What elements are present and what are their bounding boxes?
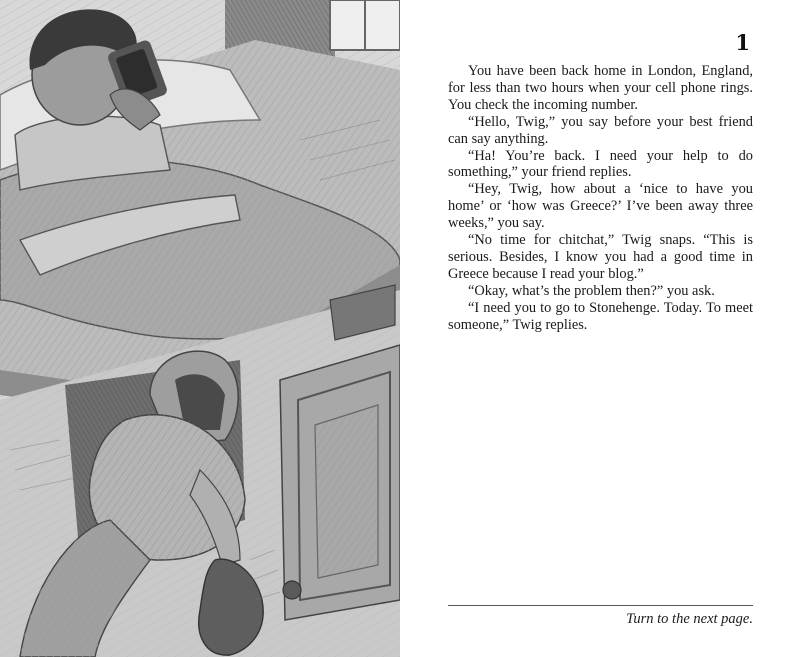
paragraph: “Hey, Twig, how about a ‘nice to have you home’ or ‘how was Greece?’ I’ve been away three weeks,” you say. (448, 181, 753, 232)
paragraph: “Ha! You’re back. I need your help to do something,” your friend replies. (448, 147, 753, 181)
paragraph: You have been back home in London, England, for less than two hours when your cell phone rings. You check the incoming number. (448, 63, 753, 113)
chapter-number: 1 (735, 30, 750, 55)
next-page-instruction: Turn to the next page. (626, 611, 753, 627)
paragraph: “No time for chitchat,” Twig snaps. “This is serious. Besides, I know you had a good time in Greece because I read your blog.” (448, 232, 753, 282)
footer-divider (448, 605, 753, 606)
paragraph: “Hello, Twig,” you say before your best friend can say anything. (448, 113, 753, 147)
text-page (400, 0, 800, 657)
paragraph: “I need you to go to Stonehenge. Today. To meet someone,” Twig replies. (448, 299, 753, 333)
story-text (448, 63, 753, 334)
paragraph: “Okay, what’s the problem then?” you ask. (468, 282, 715, 299)
